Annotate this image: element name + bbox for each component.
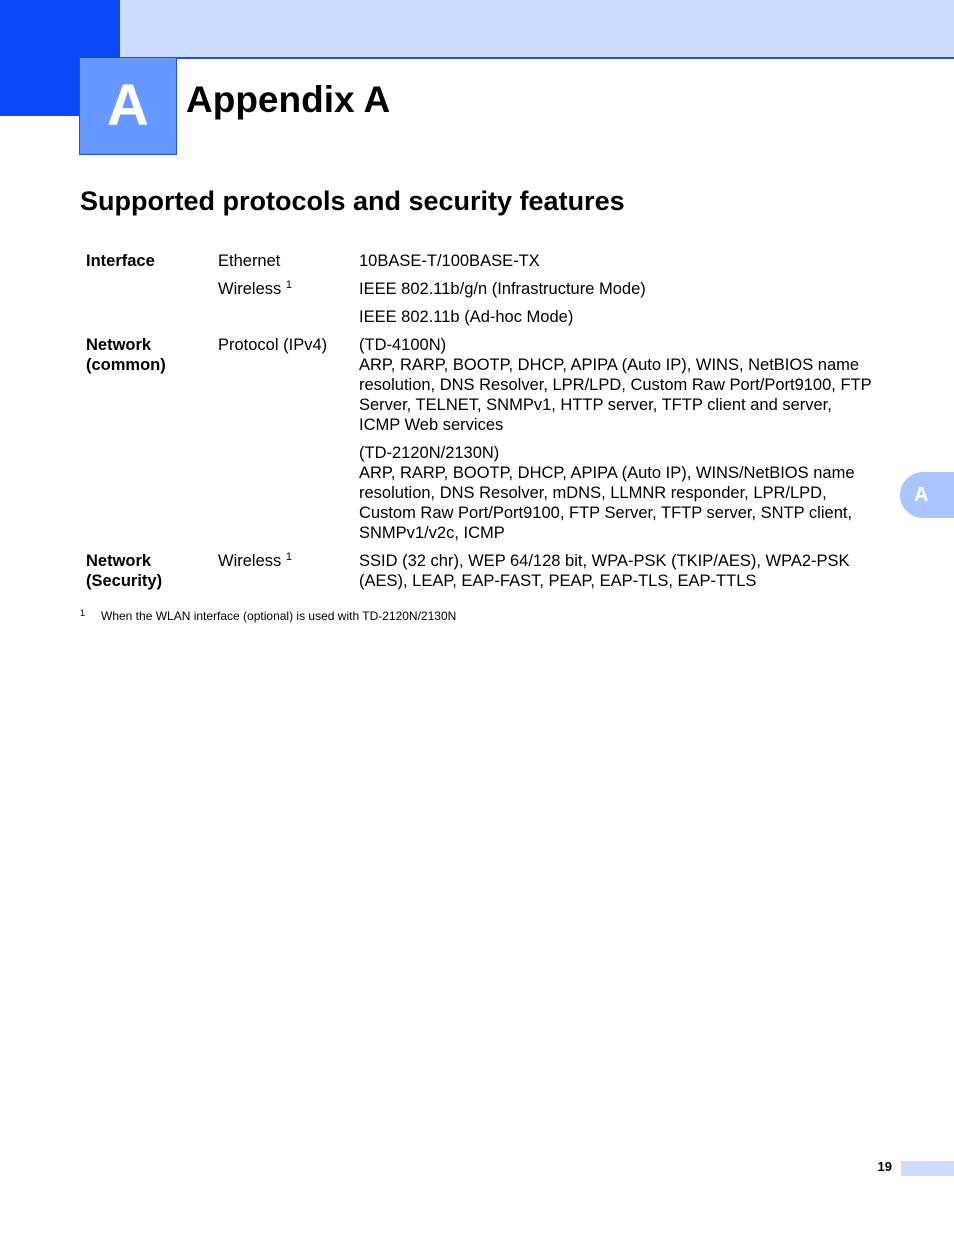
row-item-label <box>212 249 353 277</box>
spec-table <box>80 249 900 597</box>
category-label: Network <box>86 336 152 354</box>
protocol-line: ARP, RARP, BOOTP, DHCP, APIPA (Auto IP), WINS/NetBIOS name <box>359 464 855 482</box>
header-band <box>120 0 954 59</box>
category-label: (Security) <box>86 572 163 590</box>
model-label: (TD-2120N/2130N) <box>359 444 500 462</box>
chapter-title: Appendix A <box>186 79 391 120</box>
page-number: 19 <box>877 1159 892 1174</box>
protocol-line: resolution, DNS Resolver, LPR/LPD, Custom Raw Port/Port9100, FTP <box>359 376 872 394</box>
item-label: Wireless <box>218 280 282 298</box>
row-item-value <box>353 549 900 597</box>
footnote-text: When the WLAN interface (optional) is used with TD-2120N/2130N <box>101 609 457 623</box>
item-label: Wireless <box>218 552 282 570</box>
item-value: 10BASE-T/100BASE-TX <box>359 252 540 270</box>
footnote-reference[interactable]: 1 <box>285 551 292 563</box>
security-line: (AES), LEAP, EAP-FAST, PEAP, EAP-TLS, EAP-TTLS <box>359 572 757 590</box>
protocol-line: Custom Raw Port/Port9100, FTP Server, TFTP server, SNTP client, <box>359 504 853 522</box>
footnote-number: 1 <box>80 608 86 618</box>
row-item-label <box>212 277 353 333</box>
row-item-label <box>212 333 353 549</box>
footnote-reference[interactable]: 1 <box>285 279 292 291</box>
protocol-block-td2120n <box>359 443 894 543</box>
chapter-letter-box: A <box>79 58 177 155</box>
protocol-line: resolution, DNS Resolver, mDNS, LLMNR responder, LPR/LPD, <box>359 484 827 502</box>
protocol-line: ARP, RARP, BOOTP, DHCP, APIPA (Auto IP), WINS, NetBIOS name <box>359 356 860 374</box>
item-value: IEEE 802.11b (Ad-hoc Mode) <box>359 308 574 326</box>
item-label: Ethernet <box>218 252 281 270</box>
table-row <box>80 249 900 277</box>
item-value: IEEE 802.11b/g/n (Infrastructure Mode) <box>359 280 646 298</box>
row-category <box>80 333 212 549</box>
chapter-side-tab[interactable]: A <box>900 472 954 518</box>
row-item-value <box>353 333 900 549</box>
footnote <box>80 605 456 624</box>
item-label: Protocol (IPv4) <box>218 336 328 354</box>
row-category <box>80 249 212 277</box>
row-item-label <box>212 549 353 597</box>
category-label: Interface <box>86 252 155 270</box>
row-item-value <box>353 277 900 333</box>
section-title: Supported protocols and security features <box>80 186 625 216</box>
protocol-line: Server, TELNET, SNMPv1, HTTP server, TFTP client and server, <box>359 396 832 414</box>
model-label: (TD-4100N) <box>359 336 447 354</box>
category-label: (common) <box>86 356 166 374</box>
table-row <box>80 549 900 597</box>
security-line: SSID (32 chr), WEP 64/128 bit, WPA-PSK (TKIP/AES), WPA2-PSK <box>359 552 850 570</box>
table-row <box>80 333 900 549</box>
page-number-bar <box>901 1161 954 1176</box>
protocol-line: SNMPv1/v2c, ICMP <box>359 524 505 542</box>
protocol-line: ICMP Web services <box>359 416 504 434</box>
table-row <box>80 277 900 333</box>
row-category <box>80 549 212 597</box>
protocol-block-td4100n <box>359 335 894 435</box>
category-label: Network <box>86 552 152 570</box>
row-category <box>80 277 212 333</box>
row-item-value <box>353 249 900 277</box>
